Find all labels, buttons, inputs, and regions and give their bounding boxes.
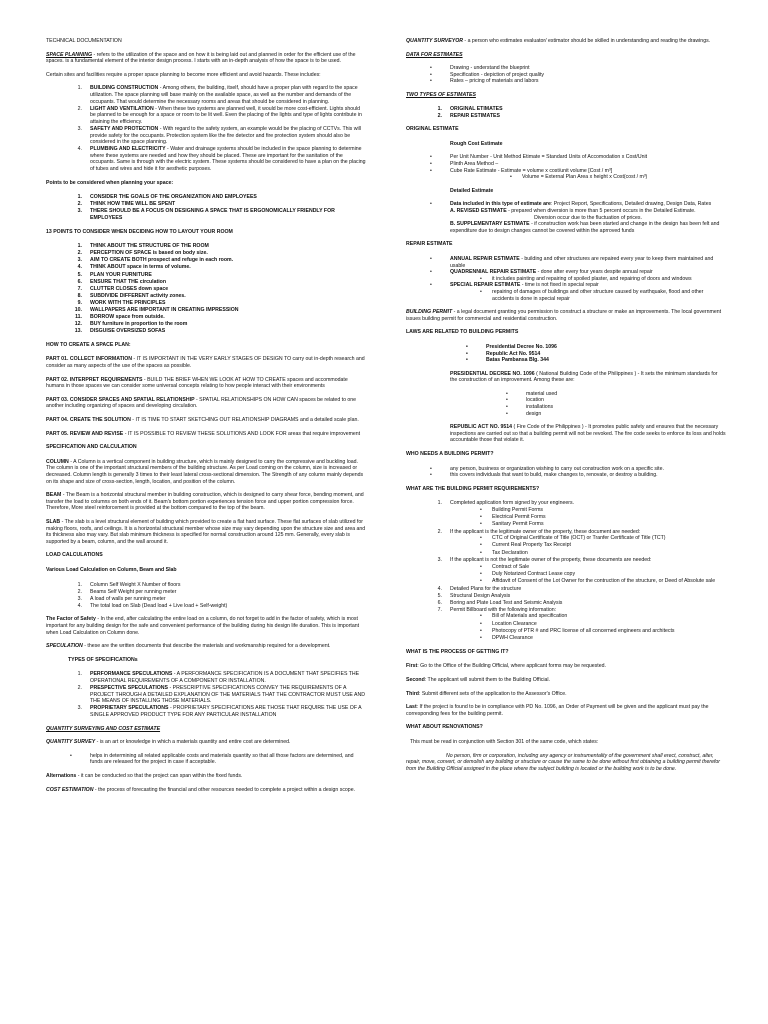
list-item: 4. PLUMBING AND ELECTRICITY - Water and drainage systems should be included in the space planning to determine where these systems are needed and how they should be placed. These are important for the sanitation of the occupants. Same is through with the electric system. These systems should be considered to have a plan on the placing of tubes and wires and hide it for aesthetic purposes. (77, 146, 366, 172)
qs-bullets (46, 753, 366, 766)
types-heading: TYPES OF SPECIFICATIONs (68, 656, 138, 663)
detailed-heading: Detailed Estimate (450, 187, 494, 194)
list-item: 2. LIGHT AND VENTILATION - When these two systems are planned well, it would be more cost-efficient. Lights should be planned to be enough for a space or room to be lit well. Even the placing of the lights and type of lights contribute in attaining the efficiency. (77, 105, 362, 125)
list-item: • Per Unit Number - Unit Method Etimate = Standard Units of Accomodation x Cost/Unit (430, 154, 726, 161)
list-item: 1. Completed application form signed by your engineers. • Building Permit Forms • Electrical Permit Forms • Sanitary Permit Forms (406, 500, 726, 528)
process-step: Last: If the project is found to be in compliance with PD No. 1096, an Order of Payment will be given and the applicant must pay the corresponding fees for the building permit. (406, 704, 709, 717)
reno-quote: No person, firm or corporation, including any agency or instrumentality of the government shall erect, construct, alter, repair, move, convert, or demolish any building or structure or cause the same to be done without first obtaining a building permit therefor from the Building Official assigned in the place where the subject building is located or the building work is to be done. (406, 752, 721, 772)
loads-list (46, 582, 366, 610)
list-item: • Rates – pricing of materials and labors (430, 78, 726, 85)
repair-heading: REPAIR ESTIMATE (406, 241, 453, 248)
list-item: • Specification - depiction of project quality (430, 72, 726, 79)
who-heading: WHO NEEDS A BUILDING PERMIT? (406, 451, 494, 458)
load-heading: LOAD CALCULATIONS (46, 552, 103, 559)
list-item: • design (506, 411, 726, 418)
list-item: • ANNUAL REPAIR ESTIMATE - building and other structures are repaired every year to keep them maintained and usable (430, 256, 726, 269)
list-item: 10. WALLPAPERS ARE IMPORTANT IN CREATING IMPRESSION (74, 307, 239, 313)
list-item: 1. THINK ABOUT THE STRUCTURE OF THE ROOM (77, 243, 209, 250)
list-item: 7. Permit Billboard with the following information: • Bill of Materials and specification • Location Clearance • Photocopy of PTR # and PRC license of all concerned engineers and architects • DPWH Clearance (406, 607, 726, 642)
list-item: 7. CLUTTER CLOSES down space (77, 285, 169, 292)
right-column (406, 38, 726, 779)
spec-heading: SPECIFICATION AND CALCULATION (46, 444, 137, 451)
list-item: • Presidential Decree No. 1096 (466, 344, 726, 351)
list-item: • Current Real Property Tax Receipt (480, 542, 726, 549)
data-list (406, 65, 726, 85)
repair-list (406, 256, 726, 302)
list-item: 1. Column Self Weight X Number of floors (77, 581, 181, 588)
list-item: 3. PROPRIETARY SPECULATIONS - PROPRIETARY SPECIFICATIONS ARE THOSE THAT REQUIRE THE USE OF A SINGLE APPROVED PRODUCT TYPE FOR ANY PARTICULAR INSTALLATION (77, 705, 362, 718)
part-paragraph: PART 03. CONSIDER SPACES AND SPATIAL RELATIONSHIP - SPATIAL RELATIONSHIPS ON HOW CAN spaces be related to one another including organizing of spaces and developing circulation. (46, 396, 357, 410)
list-item: • material used (506, 391, 726, 398)
list-item: 2. PRESPECTIVE SPECULATIONS - PRESCRIPTIVE SPECIFICATIONS CONVEY THE REQUIREMENTS OF A PROJECT THROUGH A DETAILED EXPLANATION OF THE MATERIALS THAT THE CONTRACTOR MUST USE AND THE MEANS OF INSTALLING THOSE MATERIALS. (77, 685, 365, 705)
laws-list (406, 344, 726, 364)
list-item: 2. PERCEPTION OF SPACE is based on body size. (77, 250, 208, 257)
list-item: 11. BORROW space from outside. (75, 314, 165, 321)
list-item: • Location Clearance (480, 621, 726, 628)
types-list (46, 671, 366, 718)
part-paragraph: PART 01. COLLECT INFORMATION - IT IS IMPORTANT IN THE VERY EARLY STAGES OF DESIGN TO carry out in-depth research and consider as many aspects of the use of the spaces as possible. (46, 356, 365, 370)
list-item: 4. THINK ABOUT space in terms of volume. (77, 264, 191, 271)
points-list (46, 194, 366, 221)
factor-paragraph: The Factor of Safety - In the end, after calculating the entire load on a column, do not forget to add in the factor of safety, which is most important for any building design for the safe and convenient performance of the building during his design life duration. This is important when Load Calculation on Column done. (46, 616, 360, 636)
process-heading: WHAT IS THE PROCESS OF GETTING IT? (406, 648, 509, 655)
list-item: • Contract of Sale (480, 564, 726, 571)
points-heading: Points to be considered when planning your space: (46, 179, 174, 186)
list-item: 9. WORK WITH THE PRINCIPLES (77, 299, 166, 306)
list-item: • Sanitary Permit Forms (480, 521, 726, 528)
process-step: First: Go to the Office of the Building Official, where applicant forms may be requested. (406, 663, 606, 670)
req-list (406, 500, 726, 641)
intro-paragraph: Certain sites and facilities require a proper space planning to become more efficient and avoid hazards. These includes: (46, 71, 321, 78)
part-paragraph: PART 02. INTERPRET REQUIREMENTS - BUILD THE BRIEF WHEN WE LOOK AT HOW TO CREATE spaces and accommodate humans in those spaces we can consider some universal concepts relating to how people interact with their environments (46, 376, 348, 390)
cost-estimation-paragraph: COST ESTIMATION - the process of forecasting the financial and other resources needed to complete a project within a design scope. (46, 786, 356, 793)
qs-heading: QUANTITY SURVEYING AND COST ESTIMATE (46, 725, 161, 732)
thirteen-heading: 13 POINTS TO CONSIDER WHEN DECIDING HOW TO LAYOUT YOUR ROOM (46, 228, 233, 235)
list-item: 2. THINK HOW TIME WILL BE SPENT (77, 201, 176, 208)
list-item: 13. DISGUISE OVERSIZED SOFAS (74, 328, 166, 335)
beam-paragraph: BEAM - The Beam is a horizontal structural member in building construction, which is designed to carry shear force, bending moment, and transfer the load to columns on both ends of it. Beam's bottom portion experiences tension force and upper portion compression force. Therefore, More steel reinforcement is provided at the bottom compared to the top of the beam. (46, 492, 364, 512)
list-item: 2. REPAIR ESTIMATES (437, 112, 500, 119)
list-item: • CTC of Original Certificate of Title (OCT) or Tranfer Certificate of Title (TCT) (480, 535, 726, 542)
list-item: 3. A load of walls per running meter (77, 595, 166, 602)
list-item: • it includes painting and repairing of spoiled plaster, and repairing of doors and windows (480, 276, 726, 283)
detailed-list (406, 201, 726, 234)
speculation-paragraph: SPECULATION - these are the written documents that describe the materials and workmanship required for a development. (46, 643, 331, 650)
list-item: • installations (506, 404, 726, 411)
list-item: • Republic Act No. 9514 (466, 351, 726, 358)
list-item: • Affidavit of Consent of the Lot Owner for the contruction of the structure, or Deed of Absolute sale (480, 578, 726, 585)
left-column (46, 38, 366, 800)
list-item: • Plinth Area Method – (430, 161, 726, 168)
alternations-paragraph: Alternations - it can be conducted so that the project can span within the fixed funds. (46, 772, 243, 779)
list-item: • location (506, 397, 726, 404)
list-item: 1. CONSIDER THE GOALS OF THE ORGANIZATION AND EMPLOYEES (77, 194, 257, 201)
part-paragraph: PART 05. REVIEW AND REVISE - IT IS POSSIBLE TO REVIEW THESE SOLUTIONS AND LOOK FOR areas that require improvement (46, 430, 361, 437)
qs-surveyor-paragraph: QUANTITY SURVEYOR - a person who estimates evaluator/ estimator should be skilled in understanding and reading the drawings. (406, 38, 711, 44)
reno-heading: WHAT ABOUT RENOVATIONS? (406, 724, 483, 731)
list-item: 8. SUBDIVIDE DIFFERENT activity zones. (77, 292, 186, 299)
pd-list (406, 391, 726, 417)
qs-survey-paragraph: QUANTITY SURVEY - is an art or knowledge in which a materials quantity and entire cost are determined. (46, 739, 291, 746)
list-item: 4. The total load on Slab (Dead load + Live load + Self-weight) (77, 602, 228, 609)
list-item: • Tax Declaration (480, 550, 726, 557)
list-item: • this covers individuals that want to build, make changes to, renovate, or destroy a building. (430, 472, 726, 479)
list-item: 1. PERFORMANCE SPECULATIONS - A PERFORMANCE SPECIFICATION IS A DOCUMENT THAT SPECIFIES THE OPERATIONAL REQUIREMENTS OF A COMPONENT OR INSTALLATION. (77, 671, 360, 684)
rough-list (406, 154, 726, 180)
parts-list (46, 356, 366, 437)
list-item: • repairing of damages of buildings and other structure caused by earthquake, flood and other accidents is done in special repair (480, 289, 726, 302)
thirteen-list (46, 243, 366, 335)
list-item: 4. Detailed Plans for the structure (437, 585, 522, 592)
various-heading: Various Load Calculation on Column, Beam and Slab (46, 566, 177, 573)
list-item: 3. THERE SHOULD BE A FOCUS ON DESIGNING A SPACE THAT IS ERGONOMICALLY FRIENDLY FOR EMPLOYEES (77, 208, 335, 221)
list-item: • Building Permit Forms (480, 507, 726, 514)
list-item: • Drawing - understand the blueprint (430, 65, 726, 72)
rough-heading: Rough Cost Estimate (450, 140, 503, 147)
list-item: • DPWH Clearance (480, 635, 726, 642)
list-item: 12. BUY furniture in proportion to the room (74, 321, 188, 328)
list-item: 1. ORIGINAL ETIMATES (437, 105, 503, 112)
req-heading: WHAT ARE THE BUILDING PERMIT REQUIREMENTS? (406, 485, 540, 492)
list-item: • SPECIAL REPAIR ESTIMATE - time is not fixed in special repair • repairing of damages of buildings and other structure caused by earthquake, flood and other accidents is done in special repair (430, 282, 726, 302)
list-item: • QUADRENNIAL REPAIR ESTIMATE - done after every four years despite annual repair • it includes painting and repairing of spoiled plaster, and repairing of doors and windows (430, 269, 726, 282)
data-heading: DATA FOR ESTIMATES (406, 51, 463, 58)
space-planning-paragraph: SPACE PLANNING - refers to the utilization of the space and on how it is being laid out and planned in order for the efficient use of the spaces. is a fundamental element of the interior design process. I starts with an in-depth analysis of how the space is to be used. (46, 51, 356, 65)
permit-paragraph: BUILDING PERMIT - a legal document granting you permission to construct a structure or make an improvements. The local government issues building permit for commercial and residential construction. (406, 309, 722, 322)
how-heading: HOW TO CREATE A SPACE PLAN: (46, 341, 131, 348)
list-item: 2. Beams Self Weight per running meter (77, 588, 177, 595)
list-item: 6. Boring and Plate Load Test and Seismic Analysis (437, 599, 563, 606)
two-list (406, 106, 726, 120)
list-item: • Volume = External Plan Area x height x Cost(cost / m³) (510, 174, 726, 181)
list-item: • Duly Notarized Contract Lease copy (480, 571, 726, 578)
part-paragraph: PART 04. CREATE THE SOLUTION - IT IS TIME TO START SKETCHING OUT RELATIONSHIP DIAGRAMS and a detailed scale plan. (46, 417, 359, 424)
list-item: • Data included in this type of estimate are: Project Report, Specifications, Detailed drawing, Design Data, Rates A. REVISED ESTIMATE - prepared when diversion is more than 5 percent occurs in the Detailed Estimate. Diversion occur due to the fluctuation of prices. B. SUPPLEMENTARY ESTIMATE - if construction work has been started and change in the design has been felt and expenditure due to design changes cannot be covered within the aprroved funds (430, 201, 726, 234)
process-list (406, 663, 726, 717)
list-item: 3. SAFETY AND PROTECTION - With regard to the safety system, an example would be the placing of CCTVs. This will provide safety for the occupants. Protection system like the fire detector and fire protection system should also be considered in the space planning. (77, 125, 361, 146)
list-item: • Photocopy of PTR # and PRC license of all concerned engineers and architects (480, 628, 726, 635)
orig-heading: ORIGINAL ESTIMATE (406, 126, 459, 133)
list-item: 6. ENSURE THAT THE circulation (77, 278, 166, 285)
ra-paragraph: REPUBLIC ACT NO. 9514 ( Fire Code of the Philippines ) - It promotes public safety and ensures that the necessary inspections are carried out so that a building permit will not be revoked. The fire code seeks to enforce its loss and holds accountable those that violate it. (450, 424, 726, 444)
includes-list (46, 85, 366, 172)
list-item: • Bill of Materials and specification (480, 613, 726, 620)
list-item: • Batas Pambansa Blg. 344 (466, 357, 726, 364)
document-title: TECHNICAL DOCUMENTATION (46, 38, 122, 44)
process-step: Third: Submit different sets of the application to the Assessor's Office. (406, 690, 567, 697)
list-item: • any person, business or organization wishing to carry out construction work on a specific site. (430, 466, 726, 473)
reno-paragraph: This must be read in conjunction with Section 301 of the same code, which states: (410, 738, 599, 745)
list-item: 5. PLAN YOUR FURNITURE (77, 271, 152, 278)
list-item: • helps in determining all related applicable costs and materials quantity so that all those factors are determined, and funds are released for the project in case if acceptable. (70, 753, 366, 766)
list-item: 1. BUILDING CONSTRUCTION - Among others, the building, itself, should have a proper plan with regard to the space utilization. The space planning will base mainly on the available space, as well as the number and demands of the occupants. That would determine the necessary rooms and areas that should be considered in planning. (77, 85, 358, 105)
column-paragraph: COLUMN - A Column is a vertical component in building structure, which is mainly designed to carry the compressive and buckling load. The column is one of the important structural members of the building structure. As per Load coming on the column, size is increased or decreased. Column length is generally 3 times to their least lateral cross-sectional dimension. The Strength of any column mainly depends on its shape and size of cross-section, length, location, and position of the column. (46, 458, 364, 485)
process-step: Second: The applicant will submit them to the Building Official. (406, 676, 550, 683)
who-list (406, 466, 726, 479)
two-heading: TWO TYPES OF ESTIMATES (406, 91, 476, 98)
list-item: • Cube Rate Estimate - Estimate = volume x cost/unit volume [Cost / m³] • Volume = External Plan Area x height x Cost(cost / m³) (430, 168, 726, 181)
pd-paragraph: PRESIDENTIAL DECREE NO. 1096 ( National Building Code of the Philippines ) - It sets the minimum standards for the construction of an improvement. Among these are: (450, 370, 718, 384)
list-item: 3. If the applicant is not the legitimate owner of the property, these documents are needed: • Contract of Sale • Duly Notarized Contract Lease copy • Affidavit of Consent of the Lot Owner for the contruction of the structure, or Deed of Absolute sale (406, 557, 726, 585)
laws-heading: LAWS ARE RELATED TO BUILDING PERMITS (406, 329, 519, 336)
slab-paragraph: SLAB - The slab is a level structural element of building which provided to create a flat hard surface. These flat surfaces of slab utilized for making floors, roofs, and ceilings. It is a horizontal structural member whose size may vary depending upon the structure size and area and its thickness also may vary. But slab minimum thickness is specified for normal construction around 125 mm. Generally, every slab is supported by a beam, column, and the wall around it. (46, 518, 366, 545)
list-item: 3. AIM TO CREATE BOTH prospect and refuge in each room. (77, 257, 234, 264)
list-item: 5. Structural Design Analysis (437, 592, 511, 599)
list-item: 2. If the applicant is the legitimate owner of the property, these document are needed: • CTC of Original Certificate of Title (OCT) or Tranfer Certificate of Title (TCT) • Current Real Property Tax Receipt • Tax Declaration (406, 529, 726, 557)
list-item: • Electrical Permit Forms (480, 514, 726, 521)
